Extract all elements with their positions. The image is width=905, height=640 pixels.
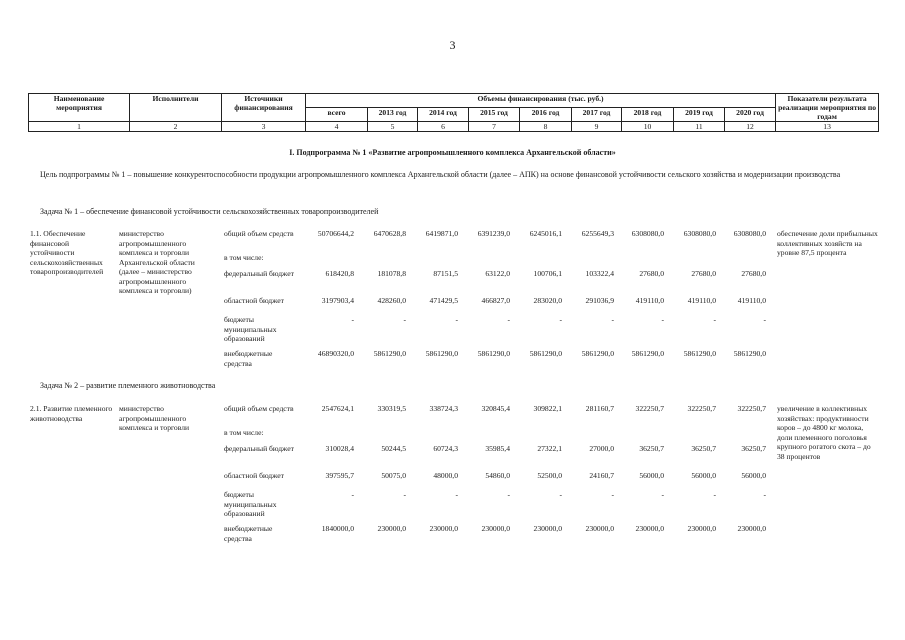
funding-source: федеральный бюджет bbox=[224, 444, 294, 453]
funding-value: 46890320,0 bbox=[317, 349, 354, 358]
funding-value: 466827,0 bbox=[481, 296, 510, 305]
funding-value: 338724,3 bbox=[429, 404, 458, 413]
funding-value: - bbox=[559, 315, 562, 324]
funding-value: 56000,0 bbox=[741, 471, 766, 480]
funding-value: - bbox=[559, 490, 562, 499]
funding-value: 6391239,0 bbox=[477, 229, 510, 238]
funding-value: - bbox=[403, 315, 406, 324]
funding-value: - bbox=[763, 315, 766, 324]
funding-value: 27680,0 bbox=[741, 269, 766, 278]
header-total: всего bbox=[306, 108, 368, 122]
funding-value: 2547624,1 bbox=[321, 404, 354, 413]
funding-value: 36250,7 bbox=[691, 444, 716, 453]
funding-value: 230000,0 bbox=[533, 524, 562, 533]
funding-value: - bbox=[713, 490, 716, 499]
measure-name: 2.1. Развитие племенного животноводства bbox=[30, 404, 113, 423]
funding-value: 52500,0 bbox=[537, 471, 562, 480]
column-number: 3 bbox=[222, 122, 306, 132]
column-number: 1 bbox=[29, 122, 130, 132]
header-volumes: Объемы финансирования (тыс. руб.) bbox=[306, 94, 776, 108]
funding-value: 24160,7 bbox=[589, 471, 614, 480]
header-year: 2020 год bbox=[725, 108, 776, 122]
measure-executor: министерство агропромышленного комплекса и торговли bbox=[119, 404, 190, 432]
funding-value: 291036,9 bbox=[585, 296, 614, 305]
header-name: Наименование мероприятия bbox=[29, 94, 130, 122]
funding-value: - bbox=[455, 315, 458, 324]
goal-text: Цель подпрограммы № 1 – повышение конкурентоспособности продукции агропромышленного комплекса Архангельской области (далее – АПК) на основе финансовой устойчивости сельского хозяйства и модернизации производства bbox=[40, 170, 841, 179]
funding-value: 230000,0 bbox=[635, 524, 664, 533]
funding-value: 230000,0 bbox=[377, 524, 406, 533]
funding-value: 283020,0 bbox=[533, 296, 562, 305]
funding-value: 103322,4 bbox=[585, 269, 614, 278]
funding-source: бюджеты муниципальных образований bbox=[224, 490, 277, 518]
funding-value: 54860,0 bbox=[485, 471, 510, 480]
funding-source: общий объем средств bbox=[224, 229, 294, 238]
column-number: 4 bbox=[306, 122, 368, 132]
funding-value: 100706,1 bbox=[533, 269, 562, 278]
funding-value: 6470628,8 bbox=[373, 229, 406, 238]
funding-value: - bbox=[507, 490, 510, 499]
header-indicators: Показатели результата реализации мероприятия по годам bbox=[776, 94, 879, 122]
funding-value: 36250,7 bbox=[639, 444, 664, 453]
funding-value: 27680,0 bbox=[639, 269, 664, 278]
funding-value: - bbox=[713, 315, 716, 324]
funding-value: 63122,0 bbox=[485, 269, 510, 278]
funding-value: 6255649,3 bbox=[581, 229, 614, 238]
column-number: 9 bbox=[572, 122, 622, 132]
column-number: 8 bbox=[520, 122, 572, 132]
funding-value: - bbox=[351, 315, 354, 324]
funding-value: 35985,4 bbox=[485, 444, 510, 453]
funding-value: 230000,0 bbox=[481, 524, 510, 533]
measure-indicator: увеличение в коллективных хозяйствах: продуктивности коров – до 4800 кг молока, доли племенного поголовья крупного рогатого скота – до 38 процентов bbox=[777, 404, 871, 461]
funding-value: 27322,1 bbox=[537, 444, 562, 453]
funding-source: внебюджетные средства bbox=[224, 524, 273, 543]
measure-name: 1.1. Обеспечение финансовой устойчивости сельскохозяйственных товаропроизводителей bbox=[30, 229, 104, 276]
column-number: 11 bbox=[674, 122, 725, 132]
header-year: 2019 год bbox=[674, 108, 725, 122]
funding-value: 5861290,0 bbox=[733, 349, 766, 358]
task-title: Задача № 2 – развитие племенного животноводства bbox=[40, 381, 216, 390]
funding-value: 230000,0 bbox=[737, 524, 766, 533]
header-year: 2013 год bbox=[368, 108, 418, 122]
funding-value: 322250,7 bbox=[635, 404, 664, 413]
funding-value: 322250,7 bbox=[737, 404, 766, 413]
funding-value: 5861290,0 bbox=[373, 349, 406, 358]
funding-value: 50706644,2 bbox=[317, 229, 354, 238]
funding-value: 5861290,0 bbox=[477, 349, 510, 358]
funding-source: областной бюджет bbox=[224, 471, 284, 480]
funding-value: 48000,0 bbox=[433, 471, 458, 480]
column-number: 12 bbox=[725, 122, 776, 132]
funding-value: - bbox=[661, 315, 664, 324]
funding-value: 5861290,0 bbox=[425, 349, 458, 358]
page-number: 3 bbox=[449, 38, 456, 52]
funding-source: бюджеты муниципальных образований bbox=[224, 315, 277, 343]
measure-indicator: обеспечение доли прибыльных коллективных хозяйств на уровне 87,5 процента bbox=[777, 229, 878, 257]
funding-value: - bbox=[611, 315, 614, 324]
funding-value: - bbox=[455, 490, 458, 499]
funding-value: - bbox=[351, 490, 354, 499]
funding-value: 320845,4 bbox=[481, 404, 510, 413]
funding-value: 330319,5 bbox=[377, 404, 406, 413]
funding-value: 230000,0 bbox=[687, 524, 716, 533]
funding-value: 56000,0 bbox=[639, 471, 664, 480]
funding-source: в том числе: bbox=[224, 428, 264, 437]
funding-value: 322250,7 bbox=[687, 404, 716, 413]
column-number: 13 bbox=[776, 122, 879, 132]
funding-value: 5861290,0 bbox=[631, 349, 664, 358]
funding-value: 56000,0 bbox=[691, 471, 716, 480]
funding-value: 309822,1 bbox=[533, 404, 562, 413]
funding-value: 6308080,0 bbox=[631, 229, 664, 238]
funding-value: 6245016,1 bbox=[529, 229, 562, 238]
funding-value: 5861290,0 bbox=[529, 349, 562, 358]
funding-value: 5861290,0 bbox=[581, 349, 614, 358]
task-title: Задача № 1 – обеспечение финансовой устойчивости сельскохозяйственных товаропроизводителей bbox=[40, 207, 379, 216]
funding-value: - bbox=[763, 490, 766, 499]
funding-value: 6308080,0 bbox=[683, 229, 716, 238]
funding-value: 618420,8 bbox=[325, 269, 354, 278]
funding-value: - bbox=[661, 490, 664, 499]
column-number: 7 bbox=[469, 122, 520, 132]
funding-value: 60724,3 bbox=[433, 444, 458, 453]
funding-value: 27000,0 bbox=[589, 444, 614, 453]
funding-value: 50075,0 bbox=[381, 471, 406, 480]
funding-source: областной бюджет bbox=[224, 296, 284, 305]
funding-source: внебюджетные средства bbox=[224, 349, 273, 368]
column-number: 10 bbox=[622, 122, 674, 132]
funding-value: 419110,0 bbox=[737, 296, 766, 305]
header-executors: Исполнители bbox=[130, 94, 222, 122]
funding-value: 281160,7 bbox=[585, 404, 614, 413]
funding-value: 5861290,0 bbox=[683, 349, 716, 358]
section-title: I. Подпрограмма № 1 «Развитие агропромышленного комплекса Архангельской области» bbox=[289, 148, 616, 157]
funding-value: 87151,5 bbox=[433, 269, 458, 278]
funding-value: - bbox=[611, 490, 614, 499]
column-number: 5 bbox=[368, 122, 418, 132]
funding-value: 36250,7 bbox=[741, 444, 766, 453]
funding-value: 6419871,0 bbox=[425, 229, 458, 238]
financing-table-header bbox=[28, 93, 879, 132]
header-year: 2018 год bbox=[622, 108, 674, 122]
funding-value: 419110,0 bbox=[687, 296, 716, 305]
funding-value: 310028,4 bbox=[325, 444, 354, 453]
funding-value: 1840000,0 bbox=[321, 524, 354, 533]
header-year: 2017 год bbox=[572, 108, 622, 122]
funding-source: общий объем средств bbox=[224, 404, 294, 413]
header-year: 2015 год bbox=[469, 108, 520, 122]
column-number: 6 bbox=[418, 122, 469, 132]
funding-value: 230000,0 bbox=[429, 524, 458, 533]
funding-value: 419110,0 bbox=[635, 296, 664, 305]
header-year: 2016 год bbox=[520, 108, 572, 122]
funding-source: в том числе: bbox=[224, 253, 264, 262]
funding-value: 50244,5 bbox=[381, 444, 406, 453]
funding-value: 181078,8 bbox=[377, 269, 406, 278]
funding-value: - bbox=[403, 490, 406, 499]
funding-source: федеральный бюджет bbox=[224, 269, 294, 278]
funding-value: 3197903,4 bbox=[321, 296, 354, 305]
funding-value: 27680,0 bbox=[691, 269, 716, 278]
funding-value: 428260,0 bbox=[377, 296, 406, 305]
measure-executor: министерство агропромышленного комплекса и торговли Архангельской области (далее – министерство агропромышленного комплекса и торговли) bbox=[119, 229, 195, 295]
funding-value: 230000,0 bbox=[585, 524, 614, 533]
funding-value: 471429,5 bbox=[429, 296, 458, 305]
header-year: 2014 год bbox=[418, 108, 469, 122]
column-number: 2 bbox=[130, 122, 222, 132]
funding-value: - bbox=[507, 315, 510, 324]
funding-value: 397595,7 bbox=[325, 471, 354, 480]
funding-value: 6308080,0 bbox=[733, 229, 766, 238]
header-sources: Источники финансирования bbox=[222, 94, 306, 122]
